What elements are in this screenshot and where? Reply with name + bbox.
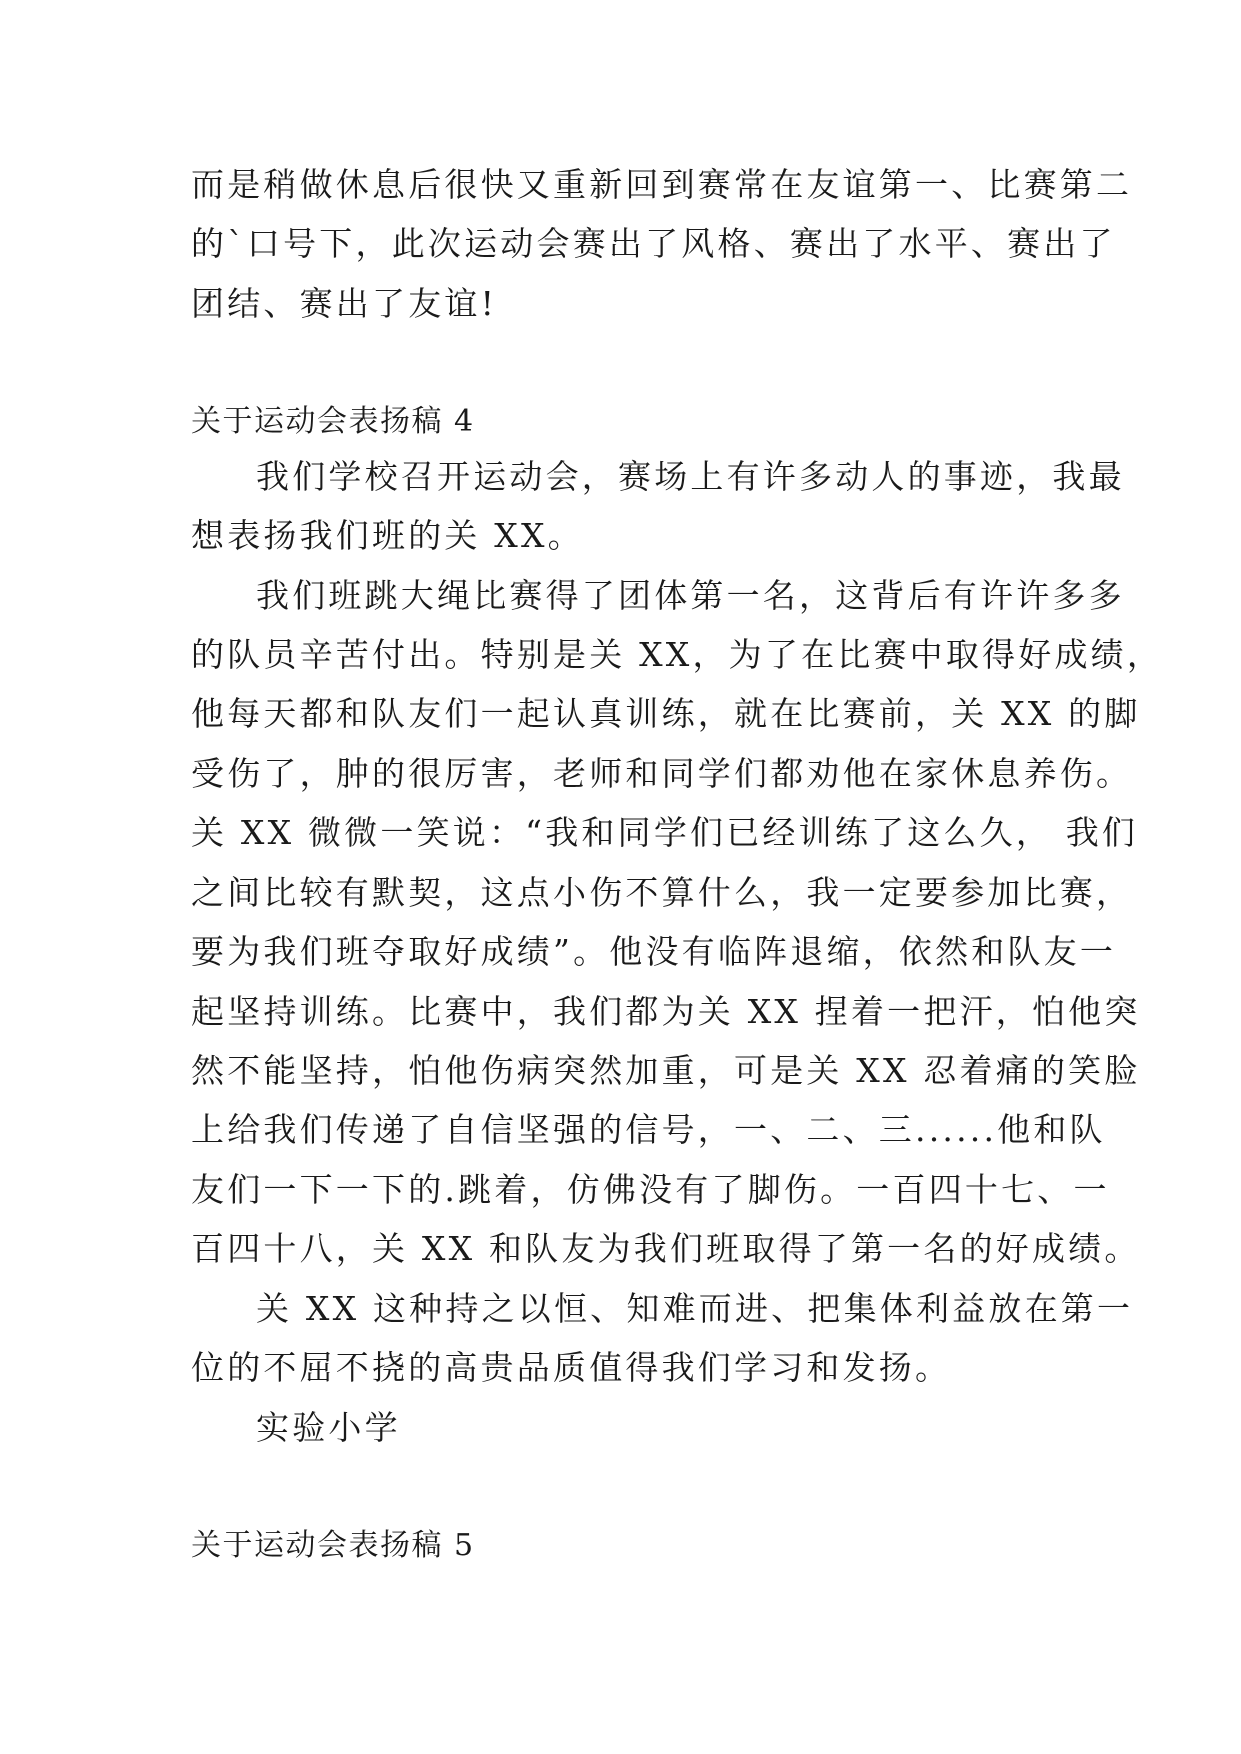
section-4-paragraph-2-line-10: 上给我们传递了自信坚强的信号，一、二、三......他和队 [191, 1110, 1106, 1149]
section-4-paragraph-2-line-9: 然不能坚持，怕他伤病突然加重，可是关 XX 忍着痛的笑脸 [191, 1051, 1141, 1090]
section-4-paragraph-2-line-6: 之间比较有默契，这点小伤不算什么，我一定要参加比赛， [191, 873, 1133, 912]
section-4-paragraph-2-line-1: 我们班跳大绳比赛得了团体第一名，这背后有许许多多 [256, 576, 1125, 615]
section-5-title: 关于运动会表扬稿 5 [191, 1528, 475, 1563]
section-4-paragraph-2-line-3: 他每天都和队友们一起认真训练，就在比赛前，关 XX 的脚 [191, 694, 1141, 733]
section-4-paragraph-2-line-4: 受伤了，肿的很厉害，老师和同学们都劝他在家休息养伤。 [191, 754, 1133, 793]
section-4-paragraph-2-line-2: 的队员辛苦付出。特别是关 XX，为了在比赛中取得好成绩， [191, 635, 1164, 674]
section-4-paragraph-3-line-1: 关 XX 这种持之以恒、知难而进、把集体利益放在第一 [256, 1289, 1134, 1328]
section-4-signature: 实验小学 [256, 1408, 401, 1447]
section-4-paragraph-2-line-11: 友们一下一下的.跳着，仿佛没有了脚伤。一百四十七、一 [191, 1170, 1110, 1209]
section-4-paragraph-1-line-2: 想表扬我们班的关 XX。 [191, 516, 584, 555]
continuation-line-1: 而是稍做休息后很快又重新回到赛常在友谊第一、比赛第二 [191, 165, 1133, 204]
section-4-paragraph-2-line-5: 关 XX 微微一笑说：“我和同学们已经训练了这么久， 我们 [191, 813, 1139, 852]
section-4-paragraph-2-line-8: 起坚持训练。比赛中，我们都为关 XX 捏着一把汗，怕他突 [191, 992, 1141, 1031]
section-4-paragraph-3-line-2: 位的不屈不挠的高贵品质值得我们学习和发扬。 [191, 1348, 952, 1387]
continuation-line-3: 团结、赛出了友谊! [191, 284, 498, 323]
section-4-title: 关于运动会表扬稿 4 [191, 404, 475, 439]
section-4-paragraph-2-line-12: 百四十八，关 XX 和队友为我们班取得了第一名的好成绩。 [191, 1229, 1141, 1268]
continuation-line-2: 的`口号下，此次运动会赛出了风格、赛出了水平、赛出了 [191, 224, 1116, 263]
section-4-paragraph-1-line-1: 我们学校召开运动会，赛场上有许多动人的事迹，我最 [256, 457, 1125, 496]
section-4-paragraph-2-line-7: 要为我们班夺取好成绩”。他没有临阵退缩，依然和队友一 [191, 932, 1117, 971]
